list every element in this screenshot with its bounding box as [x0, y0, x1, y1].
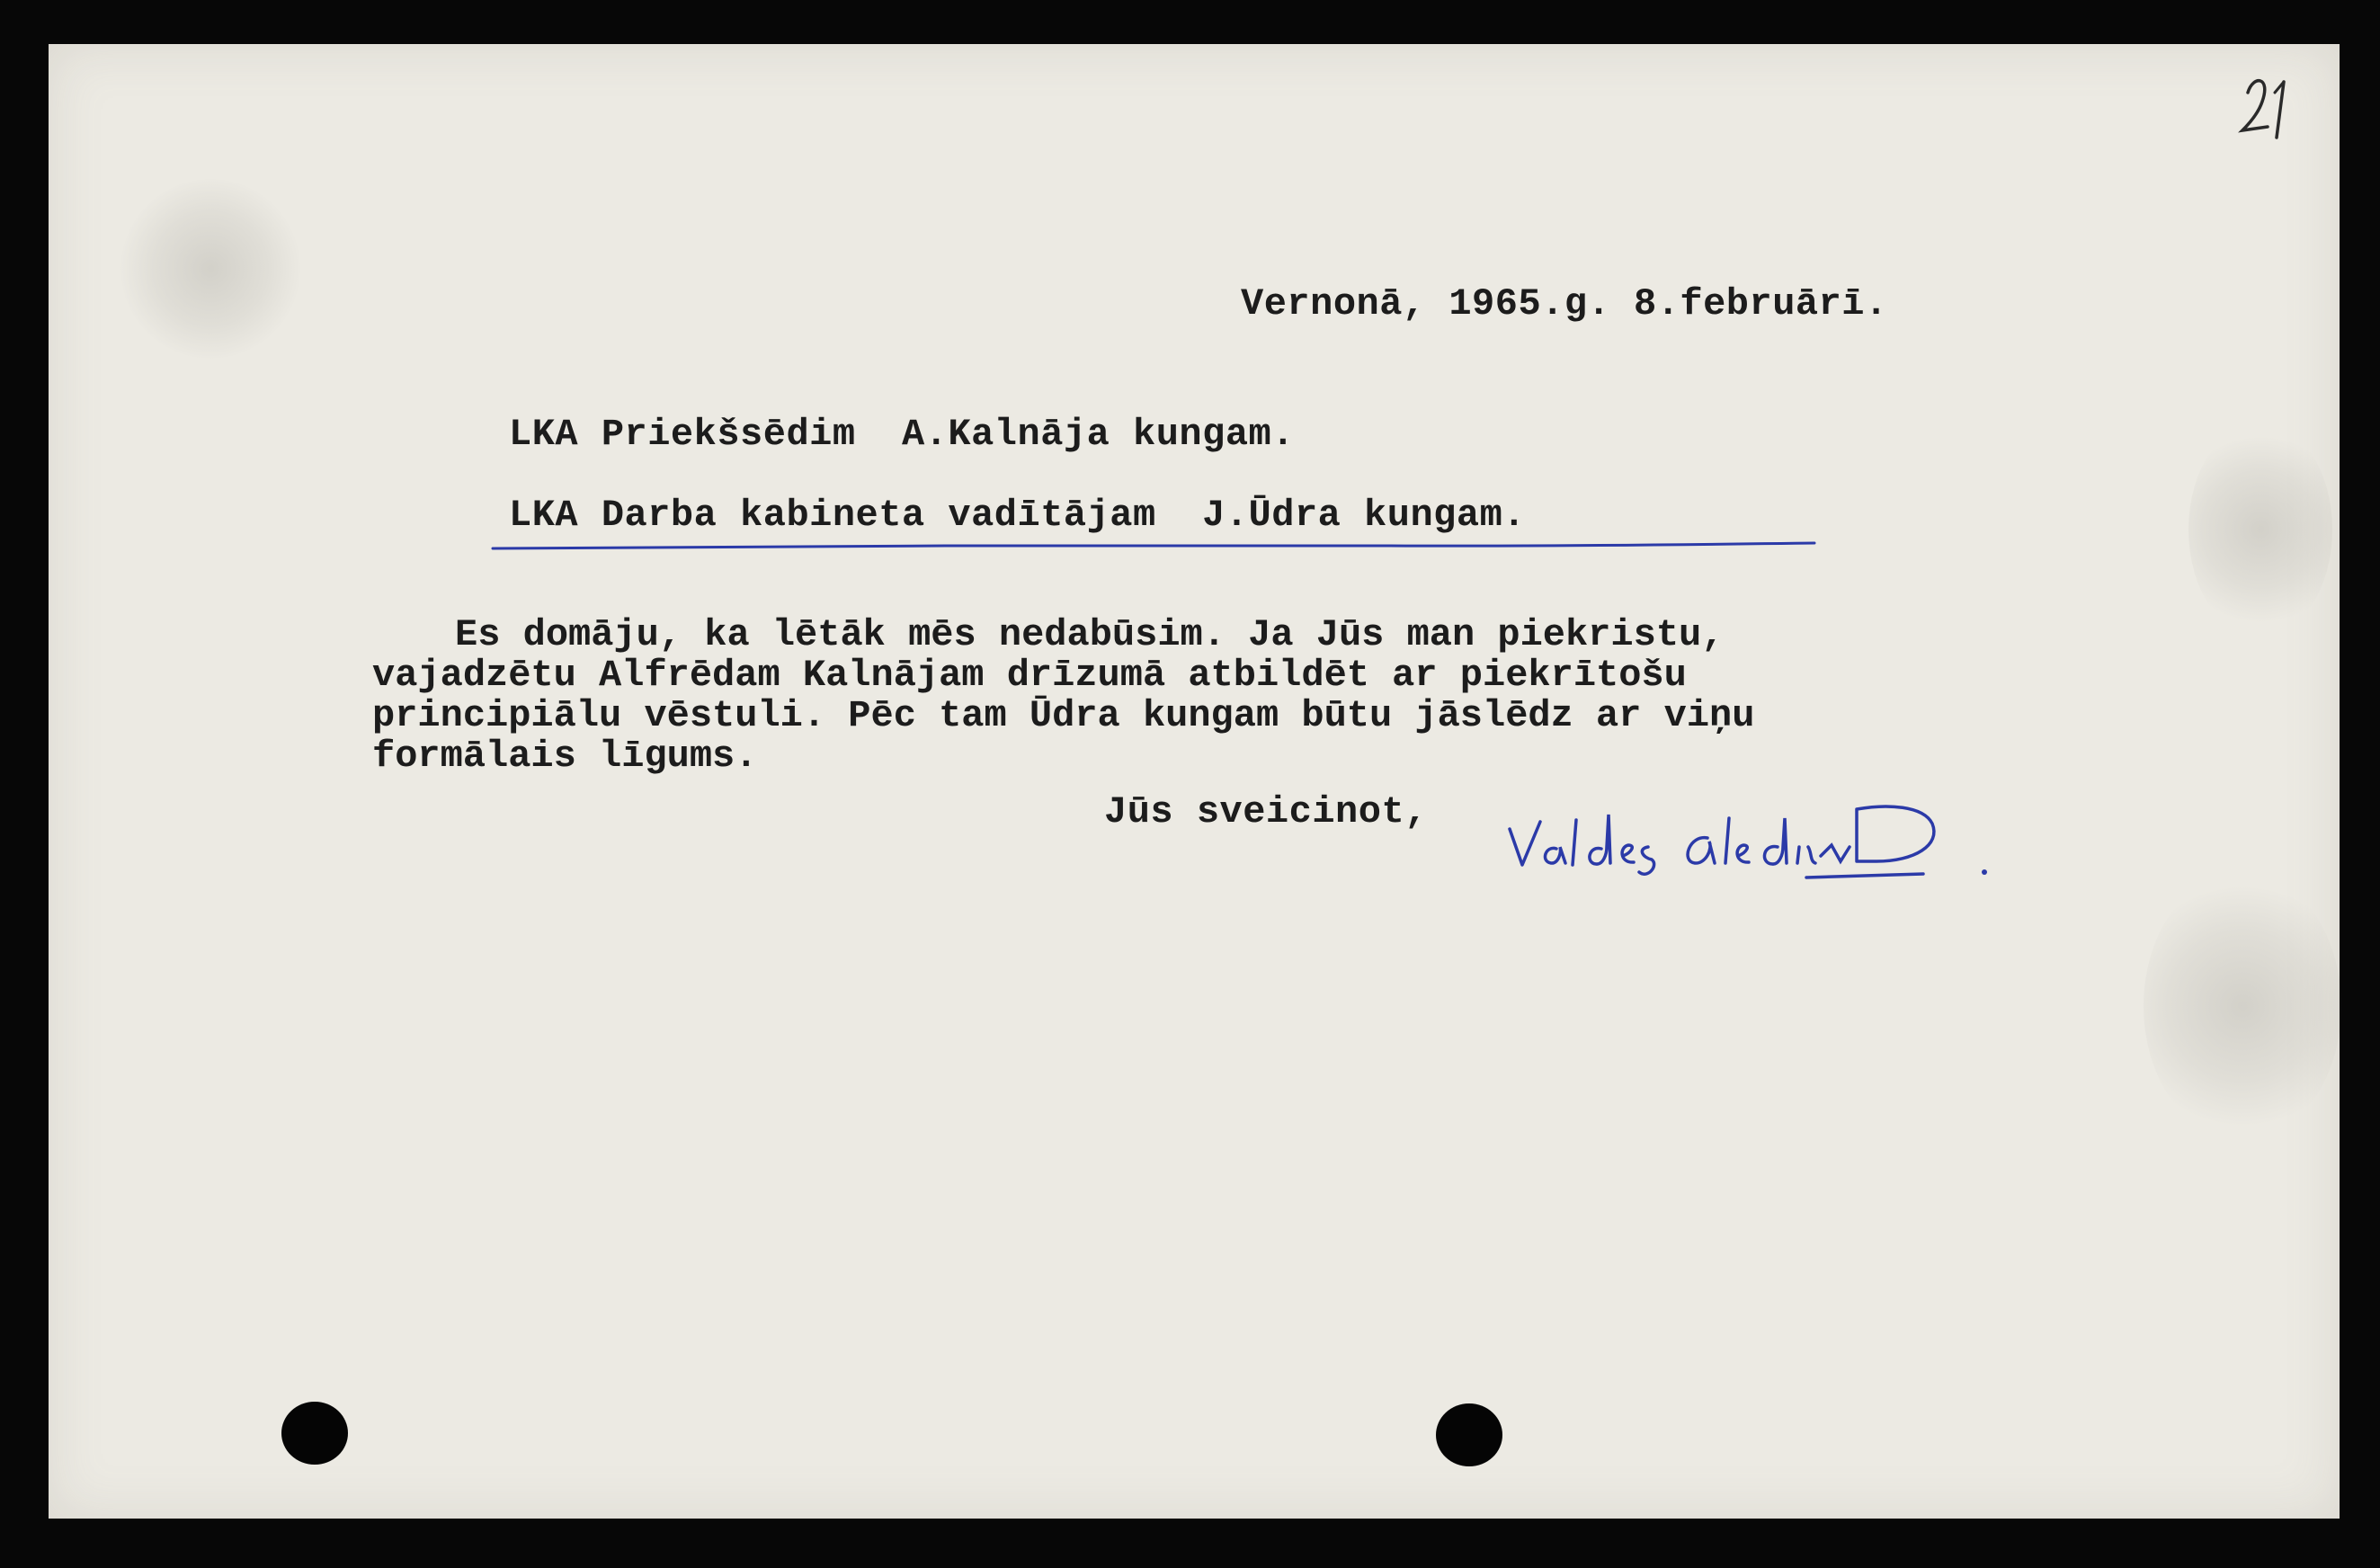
- paper-smudge: [2188, 422, 2332, 637]
- paper-smudge: [2144, 871, 2341, 1141]
- punch-hole: [281, 1402, 348, 1465]
- pen-underline: [491, 539, 1822, 557]
- date-line: Vernonā, 1965.g. 8.februārī.: [1241, 282, 1888, 325]
- letter-body: [372, 615, 2081, 777]
- closing-line: Jūs sveicinot,: [1104, 790, 1428, 833]
- recipient-line: LKA Priekšsēdim A.Kalnāja kungam.: [509, 413, 1295, 456]
- paper-smudge: [120, 179, 300, 359]
- body-line: principiālu vēstuli. Pēc tam Ūdra kungam būtu jāslēdz ar viņu: [372, 694, 1755, 737]
- body-line: vajadzētu Alfrēdam Kalnājam drīzumā atbildēt ar piekrītošu: [372, 654, 1687, 697]
- body-line: Es domāju, ka lētāk mēs nedabūsim. Ja Jūs man piekristu,: [455, 613, 1725, 656]
- recipient-line: LKA Darba kabineta vadītājam J.Ūdra kungam.: [509, 494, 1526, 537]
- body-line: formālais līgums.: [372, 735, 758, 778]
- handwritten-signature: [1501, 802, 2022, 901]
- handwritten-page-number: [2232, 66, 2304, 147]
- letter-paper: [49, 44, 2340, 1519]
- punch-hole: [1436, 1403, 1502, 1466]
